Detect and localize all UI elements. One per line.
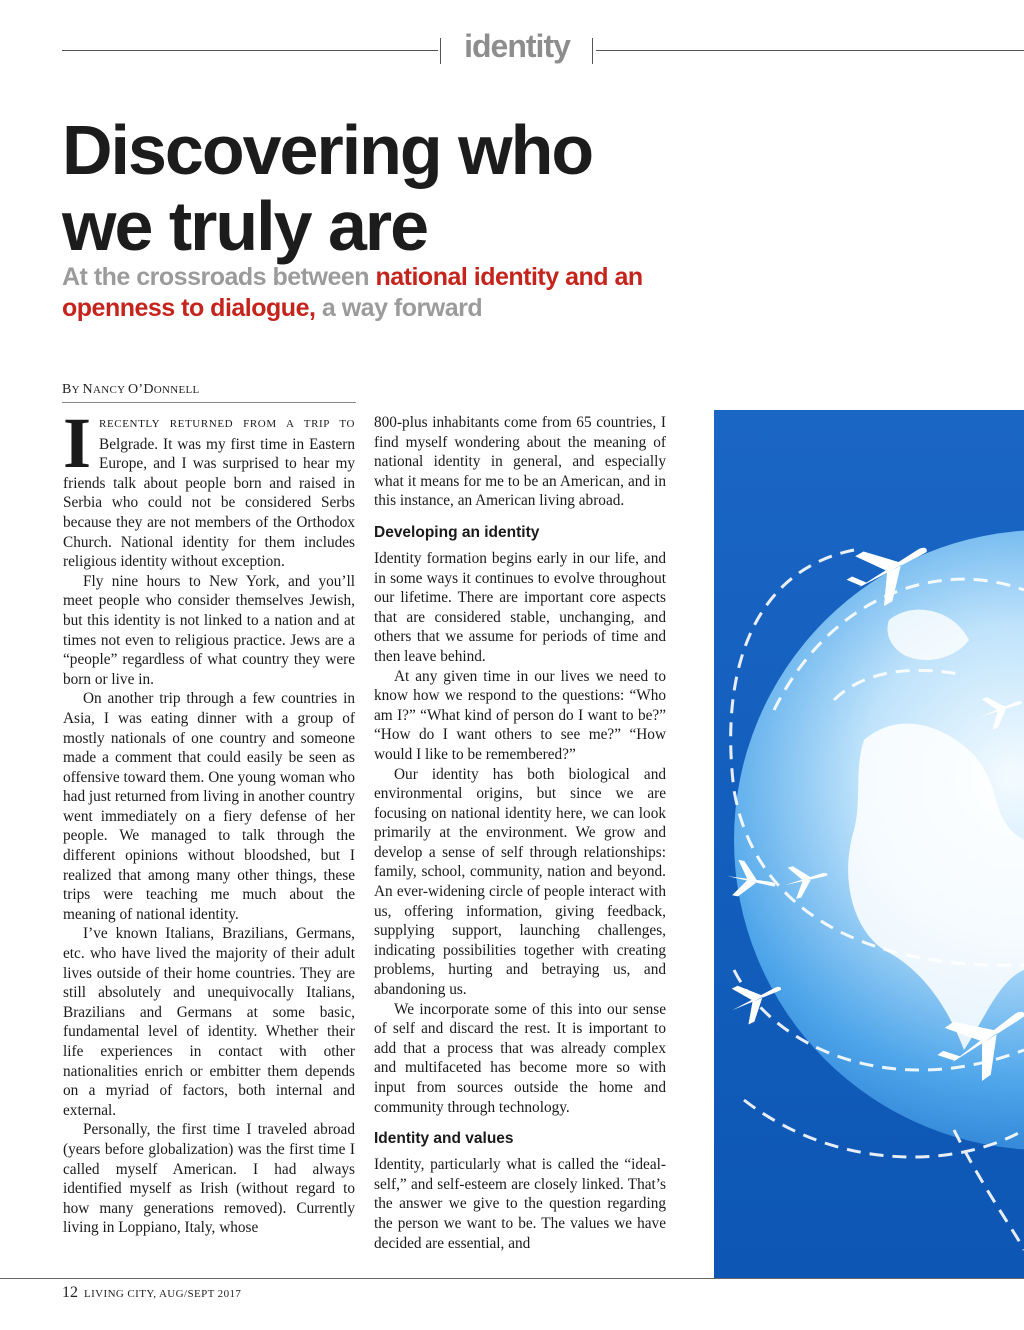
article-paragraph: At any given time in our lives we need to know how we respond to the questions: “Who am I?” “What kind of person do I want to be?” “How do I want others to see me?” “How would I like to be remembered?”	[374, 667, 666, 763]
section-rule-right	[596, 50, 1024, 51]
byline-name-cap-1: N	[82, 382, 93, 397]
subheading-developing-identity: Developing an identity	[374, 523, 540, 541]
headline	[62, 112, 762, 264]
byline-name-rest-2: ONNELL	[153, 384, 200, 396]
article-paragraph	[63, 403, 355, 572]
section-rule-left	[62, 50, 438, 51]
article-paragraph: Personally, the first time I traveled abroad (years before globalization) was the first time I called myself American. I had always identified myself as Irish (without regard to how many generations removed). Currently living in Loppiano, Italy, whose	[63, 1121, 355, 1237]
deck-accent: national identity and an openness to dialogue,	[62, 263, 643, 322]
article-column-1	[63, 403, 355, 1238]
headline-line-2: we truly are	[62, 187, 428, 265]
byline-name-cap-2: O’D	[127, 382, 154, 397]
headline-line-1: Discovering who	[62, 111, 593, 189]
article-paragraph: Fly nine hours to New York, and you’ll meet people who consider themselves Jewish, but this identity is not linked to a nation and at times not even to religious practice. Jews are a “people” regardless of what country they were born or live in.	[63, 572, 355, 688]
article-paragraph: Identity formation begins early in our life, and in some ways it continues to evolve throughout our lifetime. There are important core aspects that are considered stable, unchanging, and others that we assume for periods of time and then leave behind.	[374, 549, 666, 665]
deck-subtitle	[62, 262, 742, 324]
subheading-identity-values: Identity and values	[374, 1130, 514, 1148]
byline-name-rest-1: ANCY	[92, 384, 128, 396]
article-paragraph: We incorporate some of this into our sense of self and discard the rest. It is important to add that a process that was already complex and multifaceted has become more so with input from sources outside the home and community through technology.	[374, 1000, 666, 1116]
globe-photo	[714, 410, 1024, 1278]
article-paragraph: 800-plus inhabitants come from 65 countries, I find myself wondering about the meaning of national identity in general, and especially what it means for me to be an American, and in this instance, an American living abroad.	[374, 414, 666, 510]
page-number: 12	[62, 1284, 78, 1301]
section-rule-tick-right	[592, 38, 593, 64]
byline-prefix-cap: B	[62, 382, 72, 397]
drop-cap: I	[63, 403, 92, 483]
article-paragraph: On another trip through a few countries in Asia, I was eating dinner with a group of mostly nationals of one country and someone made a comment that could easily be seen as offensive toward them. One young woman who had just returned from living in another country went immediately on a fiery defense of her people. We managed to talk through the different opinions without bloodshed, but I realized that among many other things, these trips were teaching me much about the meaning of national identity.	[63, 690, 355, 923]
deck-part-1: At the crossroads between	[62, 263, 376, 291]
byline	[62, 382, 356, 403]
lead-in-smallcaps: RECENTLY RETURNED FROM A TRIP TO	[99, 418, 355, 430]
globe-illustration	[714, 410, 1024, 1278]
byline-prefix-rest: Y	[71, 384, 83, 396]
article-paragraph: Our identity has both biological and environmental origins, but since we are focusing on national identity here, we can look primarily at the environment. We grow and develop a sense of self through relationships: family, school, community, nation and beyond. An ever-widening circle of people interact with us, offering information, giving feedback, supplying support, launching challenges, indicating possibilities together with creating problems, hurting and betraying us, and abandoning us.	[374, 765, 666, 999]
deck-part-3: a way forward	[315, 294, 483, 322]
publication-name: LIVING CITY, AUG/SEPT 2017	[84, 1288, 242, 1300]
page-footer	[62, 1284, 241, 1302]
article-paragraph: I’ve known Italians, Brazilians, Germans, etc. who have lived the majority of their adult lives outside of their home countries. They are still absolutely and unequivocally Italians, Brazilians and Germans at some basic, fundamental level of identity. Whether their life experiences in contact with other nationalities enrich or embitter them depends on a myriad of factors, both internal and external.	[63, 925, 355, 1119]
article-paragraph: Identity, particularly what is called the “ideal-self,” and self-esteem are closely linked. That’s the answer we give to the question regarding the person we want to be. The values we have decided are essential, and	[374, 1156, 666, 1252]
section-label: identity	[464, 28, 570, 64]
footer-rule	[0, 1278, 1024, 1279]
paragraph-text: Belgrade. It was my first time in Eastern Europe, and I was surprised to hear my friends talk about people born and raised in Serbia who could not be considered Serbs because they are not members of the Orthodox Church. National identity for them includes religious identity without exception.	[63, 435, 355, 571]
section-rule-tick-left	[440, 38, 441, 64]
article-column-2	[374, 413, 666, 1253]
